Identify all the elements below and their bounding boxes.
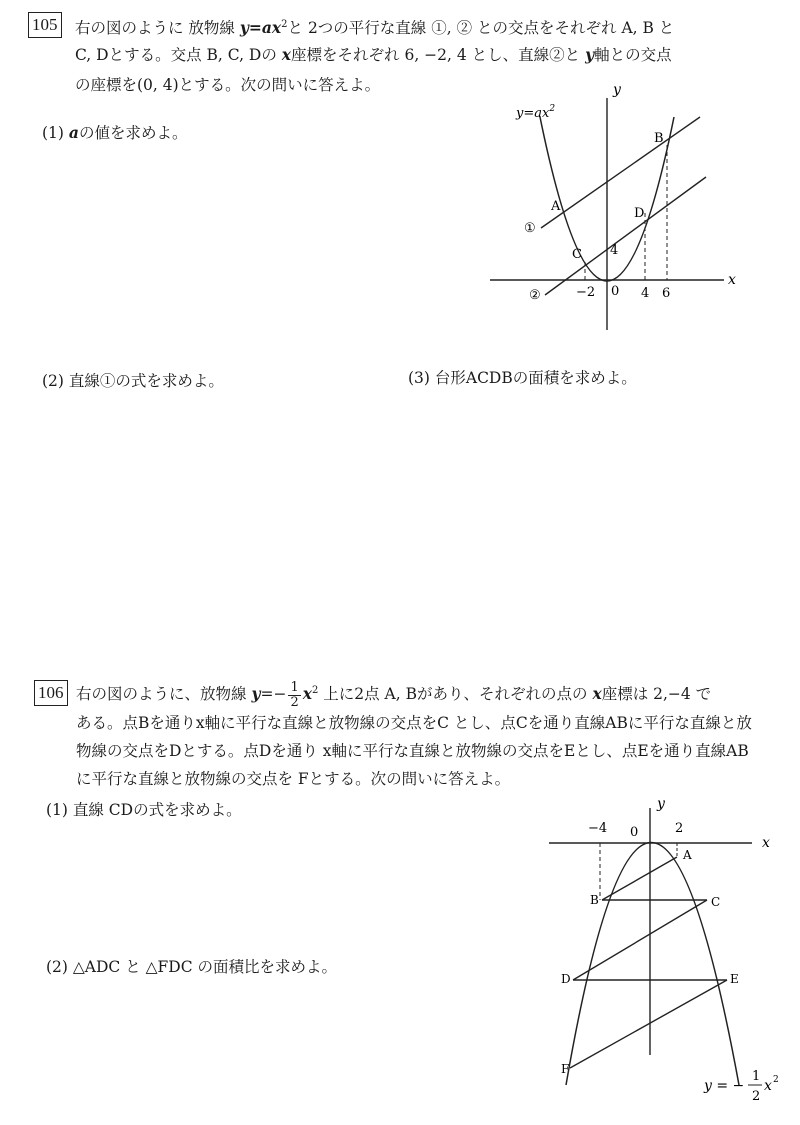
p106-point-f: F (561, 1062, 570, 1076)
p106-curve-den: 2 (752, 1089, 761, 1104)
p106-statement-line1: 右の図のように、放物線 y=− $\frac{1}{2}$ $x^2$ 上に2点 A, Bがあり、それぞれの点の x座標は 2,−4 で (76, 679, 712, 710)
p105-line2-text-b: 座標をそれぞれ 6, −2, 4 とし、直線②と (291, 46, 586, 64)
p106-question-2: (2) △ADC と △FDC の面積比を求めよ。 (46, 958, 338, 976)
problem-number-105: 105 (28, 12, 62, 38)
p106-curve-x: x (764, 1078, 772, 1094)
p106-line1-eq: =− (260, 685, 287, 704)
p105-statement-line2 (75, 44, 672, 66)
p106-line1-y: y (251, 684, 261, 704)
p105-line1-label: ① (524, 221, 536, 236)
p105-line2-y: y (585, 45, 595, 64)
p106-fraction-den: 2 (290, 694, 299, 710)
p105-line2-x: x (281, 45, 292, 64)
p106-fraction (288, 681, 300, 710)
p106-x-label: x (762, 835, 770, 851)
p105-question-1 (42, 121, 187, 143)
p105-point-a: A (551, 199, 561, 214)
p106-line1-text-a: 右の図のように、放物線 (76, 685, 252, 704)
p105-graph (470, 80, 760, 340)
p106-line1-xvar: x (592, 684, 602, 704)
p106-line-ef (570, 980, 727, 1068)
p105-line1-text-b: と 2つの平行な直線 ①, ② との交点をそれぞれ A, B と (287, 19, 675, 38)
p105-tick-minus2: −2 (576, 285, 596, 300)
p105-equation: y=ax (239, 18, 282, 38)
p106-curve-exp: 2 (773, 1075, 779, 1085)
p105-point-b: B (654, 131, 664, 146)
p105-tick-4: 4 (641, 286, 650, 301)
p106-line-cd (573, 900, 707, 980)
p105-q1-variable: a (68, 123, 79, 142)
p105-line2-text-c: 軸との交点 (594, 46, 672, 64)
p105-curve-label: $y=ax^2$ (516, 104, 556, 121)
p105-question-3: (3) 台形ACDBの面積を求めよ。 (408, 369, 637, 387)
p105-line1-text-a: 右の図のように 放物線 (75, 19, 240, 38)
p106-line1-text-c: 座標は 2,−4 で (601, 685, 712, 704)
p105-q1-text: の値を求めよ。 (78, 124, 188, 142)
p105-line2-label: ② (529, 288, 541, 303)
p105-intercept-label: 4 (610, 243, 619, 258)
p106-point-a: A (683, 848, 692, 862)
p105-line2-text-a: C, Dとする。交点 B, C, Dの (75, 46, 282, 64)
p106-line1-x: x (302, 684, 312, 704)
p106-statement-line2: ある。点Bを通りx軸に平行な直線と放物線の交点をC とし、点Cを通り直線ABに平行な直線と放 (76, 714, 752, 732)
p106-tick-2: 2 (675, 821, 684, 836)
p106-statement-line4: に平行な直線と放物線の交点を Fとする。次の問いに答えよ。 (76, 770, 511, 788)
p105-line-1 (541, 117, 700, 228)
p106-line1-text-b: 上に2点 A, Bがあり、それぞれの点の (318, 685, 593, 704)
p105-q1-number: (1) (42, 124, 64, 142)
p105-question-2: (2) 直線①の式を求めよ。 (42, 372, 224, 390)
p106-point-b: B (590, 893, 599, 907)
problem-number-106: 106 (34, 680, 68, 706)
p106-y-label: y (657, 796, 665, 812)
p105-point-c: C (572, 247, 582, 262)
p106-line-ab (602, 857, 677, 900)
p106-point-e: E (730, 972, 739, 986)
p106-tick-minus4: −4 (588, 821, 608, 836)
p106-tick-0: 0 (630, 825, 639, 840)
p105-x-label: x (728, 272, 736, 288)
p106-curve-label: y = − (704, 1078, 745, 1094)
p106-graph (540, 790, 790, 1120)
p105-tick-0: 0 (611, 284, 620, 299)
p106-point-d: D (561, 972, 571, 986)
p106-question-1: (1) 直線 CDの式を求めよ。 (46, 801, 242, 819)
p105-y-label: y (613, 82, 621, 98)
p105-line-2 (545, 177, 706, 295)
p105-point-d: D (634, 206, 645, 221)
p106-statement-line3: 物線の交点をDとする。点Dを通り x軸に平行な直線と放物線の交点をEとし、点Eを通り直線AB (76, 742, 749, 760)
p106-fraction-num: 1 (290, 679, 299, 695)
p105-tick-6: 6 (662, 286, 671, 301)
p106-curve-num: 1 (752, 1069, 761, 1084)
p105-statement-line3: の座標を(0, 4)とする。次の問いに答えよ。 (75, 76, 381, 94)
p106-point-c: C (711, 895, 721, 909)
p105-statement-line1: 右の図のように 放物線 $y=ax^2$と 2つの平行な直線 ①, ② との交点をそれぞれ A, B と (75, 18, 675, 38)
p106-parabola (566, 843, 739, 1086)
